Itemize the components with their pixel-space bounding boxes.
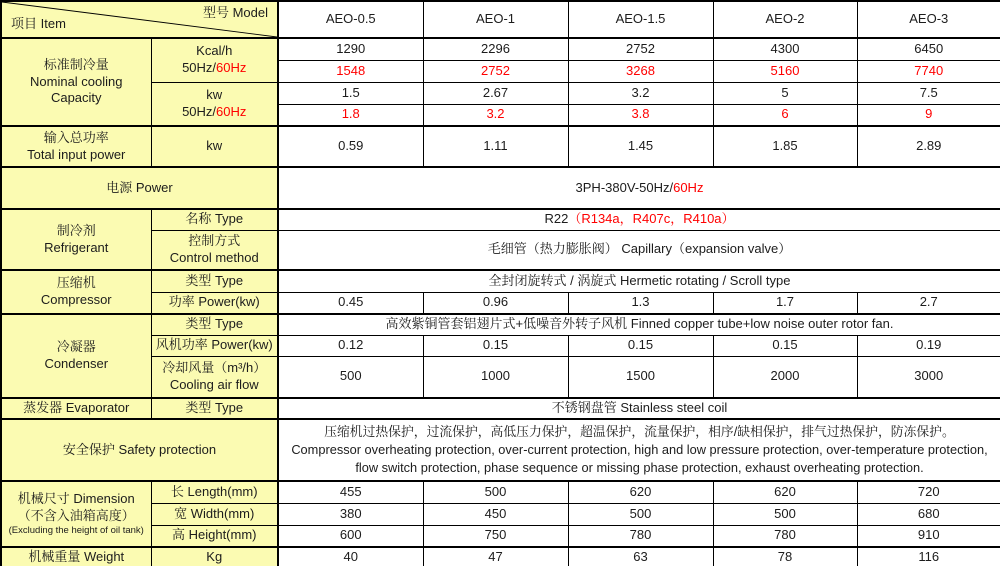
compressor-label-cn: 压缩机 xyxy=(56,275,96,291)
model-column-header: AEO-2 xyxy=(713,1,857,38)
safety-text-cn: 压缩机过热保护，过流保护，高低压力保护，超温保护，流量保护，相序/缺相保护，排气过热保护，防冻保护。 xyxy=(324,423,955,439)
fan-power-value: 0.15 xyxy=(423,335,568,356)
item-header-label: 项目 Item xyxy=(11,16,66,32)
height-value: 910 xyxy=(857,525,1000,547)
compressor-type-row xyxy=(1,270,1000,292)
evaporator-type-label-cell: 类型 Type xyxy=(151,398,278,419)
safety-row-label: 安全保护 Safety protection xyxy=(1,419,278,481)
length-value: 455 xyxy=(278,481,423,503)
header-row xyxy=(1,1,1000,38)
model-column-header: AEO-1 xyxy=(423,1,568,38)
power-supply-row xyxy=(1,167,1000,209)
cooling-kcal-50hz-value: 2296 xyxy=(423,38,568,60)
cooling-capacity-label-en: Nominal cooling Capacity xyxy=(30,73,123,106)
weight-value: 40 xyxy=(278,547,423,566)
dimension-label-line3: (Excluding the height of oil tank) xyxy=(8,525,144,537)
width-value: 450 xyxy=(423,503,568,525)
width-value: 680 xyxy=(857,503,1000,525)
condenser-type-label-cell: 类型 Type xyxy=(151,314,278,335)
input-power-value: 1.45 xyxy=(568,126,713,167)
control-method-label-en: Control method xyxy=(169,249,259,265)
weight-value: 116 xyxy=(857,547,1000,566)
condenser-type-row xyxy=(1,314,1000,335)
dimension-label-line1: 机械尺寸 Dimension xyxy=(17,490,135,506)
fan-power-value: 0.15 xyxy=(568,335,713,356)
height-value: 780 xyxy=(568,525,713,547)
airflow-label-cn: 冷却风量（m³/h） xyxy=(162,359,267,375)
input-power-label-en: Total input power xyxy=(27,146,126,162)
compressor-power-row xyxy=(1,292,1000,314)
compressor-type-label-cell: 类型 Type xyxy=(151,270,278,292)
length-value: 620 xyxy=(713,481,857,503)
condenser-type-value-cell: 高效紫铜管套铝翅片式+低噪音外转子风机 Finned copper tube+low noise outer rotor fan. xyxy=(278,314,1000,335)
weight-row-label: 机械重量 Weight xyxy=(1,547,151,566)
kw-unit-cell xyxy=(151,82,278,126)
refrigerant-name-value-cell: R22（R134a，R407c，R410a） xyxy=(278,209,1000,230)
fan-power-value: 0.12 xyxy=(278,335,423,356)
height-value: 600 xyxy=(278,525,423,547)
kcal-unit-label: Kcal/h xyxy=(196,43,233,59)
cooling-kw-50hz-value: 2.67 xyxy=(423,82,568,104)
length-value: 500 xyxy=(423,481,568,503)
length-label-cell: 长 Length(mm) xyxy=(151,481,278,503)
safety-row xyxy=(1,419,1000,481)
cooling-kw-50hz-value: 1.5 xyxy=(278,82,423,104)
length-value: 720 xyxy=(857,481,1000,503)
cooling-capacity-label-cn: 标准制冷量 xyxy=(43,56,109,72)
airflow-value: 3000 xyxy=(857,356,1000,398)
model-header-label: 型号 Model xyxy=(202,5,268,20)
height-row xyxy=(1,525,1000,547)
dimension-row-label xyxy=(1,481,151,547)
frequency-label: 50Hz/60Hz xyxy=(182,103,247,119)
compressor-power-value: 2.7 xyxy=(857,292,1000,314)
input-power-row xyxy=(1,126,1000,167)
weight-unit-cell: Kg xyxy=(151,547,278,566)
kw-unit-label: kw xyxy=(206,86,223,102)
cooling-kw-60hz-value: 1.8 xyxy=(278,104,423,126)
compressor-label-en: Compressor xyxy=(40,292,112,307)
cooling-kcal-60hz-value: 2752 xyxy=(423,60,568,82)
control-method-label-cell xyxy=(151,230,278,270)
control-method-row xyxy=(1,230,1000,270)
cooling-kcal-60hz-value: 1548 xyxy=(278,60,423,82)
cooling-kw50-row xyxy=(1,82,1000,104)
dimension-label-line2: （不含入油箱高度） xyxy=(17,507,135,523)
input-power-label-cn: 输入总功率 xyxy=(43,129,109,145)
condenser-row-label xyxy=(1,314,151,398)
airflow-value: 500 xyxy=(278,356,423,398)
airflow-value: 2000 xyxy=(713,356,857,398)
width-value: 500 xyxy=(713,503,857,525)
fan-power-label-cell: 风机功率 Power(kw) xyxy=(151,335,278,356)
control-method-label-cn: 控制方式 xyxy=(188,232,241,248)
evaporator-row xyxy=(1,398,1000,419)
fan-power-value: 0.15 xyxy=(713,335,857,356)
height-value: 780 xyxy=(713,525,857,547)
refrigerant-row-label xyxy=(1,209,151,270)
power-row-label: 电源 Power xyxy=(1,167,278,209)
height-label-cell: 高 Height(mm) xyxy=(151,525,278,547)
compressor-power-value: 0.45 xyxy=(278,292,423,314)
cooling-kw-50hz-value: 7.5 xyxy=(857,82,1000,104)
cooling-kw-60hz-value: 3.8 xyxy=(568,104,713,126)
item-model-header-cell xyxy=(1,1,278,38)
width-value: 380 xyxy=(278,503,423,525)
model-column-header: AEO-1.5 xyxy=(568,1,713,38)
evaporator-row-label: 蒸发器 Evaporator xyxy=(1,398,151,419)
cooling-kcal-60hz-value: 3268 xyxy=(568,60,713,82)
airflow-label-en: Cooling air flow xyxy=(169,376,259,392)
safety-text-en: Compressor overheating protection, over-current protection, high and low pressure protection, over-temperature protection, flow switch protection, phase sequence or missing phase protection, exhaust overheating protection. xyxy=(291,441,988,476)
input-power-row-label xyxy=(1,126,151,167)
weight-value: 63 xyxy=(568,547,713,566)
cooling-kw-50hz-value: 3.2 xyxy=(568,82,713,104)
height-value: 750 xyxy=(423,525,568,547)
kcal-unit-cell xyxy=(151,38,278,82)
width-value: 500 xyxy=(568,503,713,525)
weight-row xyxy=(1,547,1000,566)
frequency-label: 50Hz/60Hz xyxy=(182,60,247,76)
cooling-kcal-50hz-value: 2752 xyxy=(568,38,713,60)
input-power-value: 2.89 xyxy=(857,126,1000,167)
fan-power-row xyxy=(1,335,1000,356)
cooling-kcal-50hz-value: 4300 xyxy=(713,38,857,60)
weight-value: 47 xyxy=(423,547,568,566)
compressor-power-value: 1.7 xyxy=(713,292,857,314)
cooling-capacity-row-label xyxy=(1,38,151,126)
width-row xyxy=(1,503,1000,525)
control-method-value-cell: 毛细管（热力膨胀阀） Capillary（expansion valve） xyxy=(278,230,1000,270)
input-power-value: 1.11 xyxy=(423,126,568,167)
cooling-kw-60hz-value: 6 xyxy=(713,104,857,126)
width-label-cell: 宽 Width(mm) xyxy=(151,503,278,525)
safety-value-cell xyxy=(278,419,1000,481)
length-row xyxy=(1,481,1000,503)
cooling-kw-60hz-value: 9 xyxy=(857,104,1000,126)
compressor-power-label-cell: 功率 Power(kw) xyxy=(151,292,278,314)
length-value: 620 xyxy=(568,481,713,503)
cooling-kcal-60hz-value: 5160 xyxy=(713,60,857,82)
cooling-kcal-50hz-value: 1290 xyxy=(278,38,423,60)
cooling-kw-60hz-value: 3.2 xyxy=(423,104,568,126)
compressor-type-value-cell: 全封闭旋转式 / 涡旋式 Hermetic rotating / Scroll type xyxy=(278,270,1000,292)
power-supply-value-cell: 3PH-380V-50Hz/60Hz xyxy=(278,167,1000,209)
input-power-unit-cell: kw xyxy=(151,126,278,167)
airflow-label-cell xyxy=(151,356,278,398)
compressor-power-value: 0.96 xyxy=(423,292,568,314)
airflow-value: 1000 xyxy=(423,356,568,398)
fan-power-value: 0.19 xyxy=(857,335,1000,356)
compressor-row-label xyxy=(1,270,151,314)
refrigerant-name-row xyxy=(1,209,1000,230)
refrigerant-name-label-cell: 名称 Type xyxy=(151,209,278,230)
model-column-header: AEO-0.5 xyxy=(278,1,423,38)
input-power-value: 0.59 xyxy=(278,126,423,167)
model-column-header: AEO-3 xyxy=(857,1,1000,38)
airflow-value: 1500 xyxy=(568,356,713,398)
cooling-kcal-50hz-value: 6450 xyxy=(857,38,1000,60)
input-power-value: 1.85 xyxy=(713,126,857,167)
cooling-kcal-60hz-value: 7740 xyxy=(857,60,1000,82)
cooling-kw-50hz-value: 5 xyxy=(713,82,857,104)
evaporator-type-value-cell: 不锈钢盘管 Stainless steel coil xyxy=(278,398,1000,419)
weight-value: 78 xyxy=(713,547,857,566)
refrigerant-label-en: Refrigerant xyxy=(44,239,109,255)
airflow-row xyxy=(1,356,1000,398)
compressor-power-value: 1.3 xyxy=(568,292,713,314)
condenser-label-cn: 冷凝器 xyxy=(56,339,96,355)
cooling-kcal50-row xyxy=(1,38,1000,60)
refrigerant-label-cn: 制冷剂 xyxy=(56,222,96,238)
condenser-label-en: Condenser xyxy=(44,356,109,371)
